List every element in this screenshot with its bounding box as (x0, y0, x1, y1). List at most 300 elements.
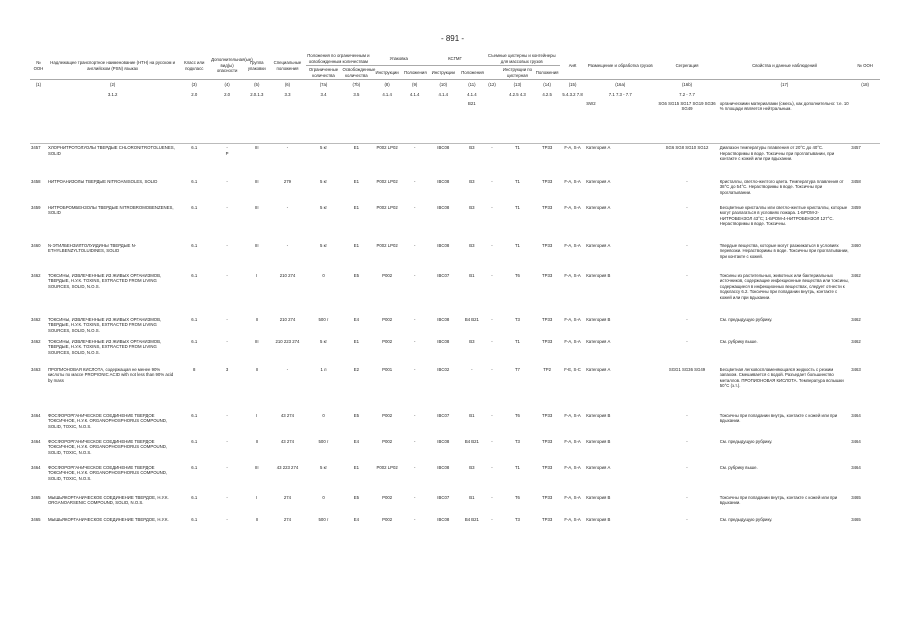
ref-cell: (12) (488, 82, 496, 88)
ref-cell: (1) (35, 82, 42, 88)
packing-instruction: P002 (382, 438, 393, 444)
packing-group: II (255, 316, 258, 322)
table-row (30, 178, 880, 204)
ref-cell: (13) (513, 82, 522, 88)
un-number: 3462 (31, 338, 41, 344)
shipping-name: ТОКСИНЫ, ИЗВЛЕЧЕННЫЕ ИЗ ЖИВЫХ ОРГАНИЗМОВ, ТВЕРДЫЕ, Н.У.К. TOXINS, EXTRACTED FROM LIVING SOURCES, SOLID, N.O.S. (47, 272, 162, 289)
tank-provision: TP33 (541, 464, 553, 470)
limited-quantity: 0 (322, 272, 325, 278)
packing-instruction: P002 (382, 516, 393, 522)
special-provisions: - (286, 242, 289, 248)
header-limited-excepted: Положения по ограниченным и освобожденным количествам (306, 52, 372, 66)
stowage: Категория B (586, 516, 611, 522)
excepted-quantity: E5 (353, 494, 359, 500)
ems-code: F-A, S-A (564, 338, 581, 344)
ibc-provision: B4 B21 (464, 316, 479, 322)
ref-cell: (6) (284, 82, 291, 88)
un-number: 3459 (31, 204, 41, 210)
header-tank-instructions: Инструкции по цистерная (501, 66, 535, 80)
stowage: Категория B (586, 412, 611, 418)
un-number: 3465 (31, 494, 41, 500)
ref-cell: (3) (191, 82, 197, 88)
ems-code: F-A, S-A (564, 242, 581, 248)
header-proper-shipping-name: Надлежащее транспортное наименование (НТН) на русском и английском (PSN) языках (47, 52, 178, 80)
tank-instruction: T3 (514, 516, 520, 522)
packing-group: II (255, 366, 258, 372)
un-number: 3462 (31, 272, 41, 278)
tank-provision: TP33 (541, 338, 553, 344)
table-row (30, 464, 880, 494)
limited-quantity: 5 кг (306, 144, 342, 178)
packing-group: II (255, 516, 258, 522)
limited-quantity: 500 г (318, 438, 329, 444)
tank-provision: TP33 (541, 204, 553, 210)
segregation: - (686, 464, 688, 470)
tank-instruction: T6 (514, 412, 520, 418)
ibc-provision: B1 (469, 494, 475, 500)
shipping-name: ФОСФОРОРГАНИЧЕСКОЕ СОЕДИНЕНИЕ ТВЕРДОЕ ТОКСИЧНОЕ, Н.У.К. ORGANOPHOSPHORUS COMPOUND, SOLID, TOXIC, N.O.S. (47, 464, 168, 481)
ibc-provision: B3 (469, 178, 475, 184)
packing-provision: - (413, 338, 416, 344)
packing-provision: - (413, 438, 416, 444)
packing-provision: - (413, 366, 416, 372)
packing-instruction: P002 LP02 (376, 178, 398, 184)
packing-provision: - (413, 178, 416, 184)
tank-provision: TP33 (541, 242, 553, 248)
tank-instruction: T1 (514, 464, 520, 470)
tank-col12: - (491, 438, 493, 444)
header-blank (484, 66, 501, 80)
tank-col12: - (491, 516, 493, 522)
class: 6.1 (191, 204, 198, 210)
limited-quantity: 5 кг (320, 338, 328, 344)
table-row (30, 242, 880, 272)
ems-code: F-A, S-A (564, 438, 581, 444)
ems-code: F-A, S-A (564, 494, 581, 500)
packing-provision: - (413, 412, 416, 418)
stowage: Категория B (586, 272, 611, 278)
ems-code: F-A, S-A (564, 464, 581, 470)
header-packing: Упаковка (371, 52, 426, 66)
tank-provision: TP33 (541, 316, 553, 322)
packing-group: II (255, 438, 258, 444)
subsidiary-risk: - P (210, 144, 244, 178)
un-number-right: 3463 (851, 366, 861, 372)
dangerous-goods-table (30, 52, 880, 538)
stowage: Категория A (586, 464, 611, 470)
header-class: Класс или подкласс (178, 52, 210, 80)
class: 6.1 (191, 516, 198, 522)
segregation: - (686, 516, 688, 522)
special-provisions: 43 274 (280, 438, 295, 444)
un-number-right: 3462 (851, 338, 861, 344)
limited-quantity: 5 кг (320, 242, 328, 248)
ref-cell: (16a) (615, 82, 626, 88)
class: 6.1 (191, 242, 198, 248)
header-stowage: Размещение и обработка грузов (585, 52, 655, 80)
packing-provision: - (413, 464, 416, 470)
ref-cell: (2) (110, 82, 116, 88)
section-cell (484, 90, 501, 100)
properties: См. рубрику выше. (719, 338, 758, 344)
section-cell: 3.3 (284, 91, 291, 97)
subsidiary-risk: - (226, 438, 228, 444)
shipping-name: ФОСФОРОРГАНИЧЕСКОЕ СОЕДИНЕНИЕ ТВЕРДОЕ ТОКСИЧНОЕ, Н.У.К. ORGANOPHOSPHORUS COMPOUND, SOLID, TOXIC, N.O.S. (47, 412, 168, 429)
tank-col12 (484, 100, 501, 144)
limited-quantity: 0 (322, 412, 325, 418)
excepted-quantity: E1 (353, 338, 359, 344)
ref-cell: (18) (861, 82, 869, 88)
ibc-provision: B1 (469, 272, 475, 278)
un-number-right: 3458 (851, 178, 861, 184)
un-number-right: 3460 (851, 242, 861, 248)
properties: Токсины из растительных, животных или бактериальных источников, содержащие инфекционные вещества или токсины, содержащиеся в инфекционных веществах, следует отнести к подклассу 6.2. Токсичны при попадании внутрь, контакте с кожей или при вдыхании. (719, 272, 849, 300)
shipping-name: НИТРОАНИЗОЛЫ ТВЕРДЫЕ NITROANISOLES, SOLID (47, 178, 158, 184)
ibc-provision: B3 (469, 204, 475, 210)
ref-cell: (7b) (352, 82, 361, 88)
packing-group: III (254, 178, 259, 184)
segregation: - (686, 272, 688, 278)
stowage: Категория A (585, 144, 655, 178)
subsidiary-risk: - (226, 272, 228, 278)
packing-group: I (256, 412, 258, 418)
section-cell: 4.2.5 4.3 (509, 91, 526, 97)
excepted-quantity: E1 (353, 178, 359, 184)
table-row (30, 494, 880, 516)
section-cell: 2.0 (191, 91, 198, 97)
segregation: SGG1 SG36 SG49 (668, 366, 706, 372)
special-provisions: - (286, 204, 289, 210)
limited-quantity: 500 г (318, 516, 329, 522)
un-number: 3464 (31, 438, 41, 444)
header-ibc-provisions: Положения (460, 66, 483, 80)
ibc-provision: B3 (469, 242, 475, 248)
ref-cell: (17) (780, 82, 789, 88)
tank-provision: TP33 (541, 438, 553, 444)
class: 8 (193, 366, 196, 372)
excepted-quantity: E5 (353, 412, 359, 418)
header-packing-group: Группа упаковки (244, 52, 269, 80)
table-row (30, 516, 880, 538)
ibc-provision: B3 (469, 464, 475, 470)
shipping-name: ФОСФОРОРГАНИЧЕСКОЕ СОЕДИНЕНИЕ ТВЕРДОЕ ТОКСИЧНОЕ, Н.У.К. ORGANOPHOSPHORUS COMPOUND, SOLID, TOXIC, N.O.S. (47, 438, 168, 455)
un-number: 3458 (31, 178, 41, 184)
stowage: Категория B (586, 438, 611, 444)
stowage: SW2 (586, 100, 596, 106)
stowage: Категория A (586, 338, 611, 344)
section-cell: 7.2 - 7.7 (679, 91, 695, 97)
ibc-instruction: IBC08 (437, 178, 450, 184)
un-number: 3460 (31, 242, 41, 248)
properties: См. рубрику выше. (719, 464, 758, 470)
packing-instruction: P002 LP02 (371, 144, 403, 178)
properties: Твердые вещества, которые могут разжижаться в условиях перевозки. Нерастворимы в воде. Токсичны при проглатывании, при контакте с кожей. (719, 242, 849, 259)
un-number: 3464 (31, 464, 41, 470)
excepted-quantity: E1 (342, 144, 372, 178)
tank-instruction: T1 (514, 178, 520, 184)
tank-col12: - (491, 272, 493, 278)
ref-cell: (11) (468, 82, 476, 88)
tank-col12: - (491, 464, 493, 470)
properties: Токсичны при попадании внутрь, контакте с кожей или при вдыхании. (719, 494, 838, 506)
section-cell (30, 90, 47, 100)
tank-provision (534, 100, 559, 144)
tank-instruction: T6 (514, 272, 520, 278)
excepted-quantity: E2 (353, 366, 359, 372)
ref-cell: (14) (543, 82, 551, 88)
un-number-right (850, 100, 880, 144)
tank-col12: - (491, 412, 493, 418)
un-number-right: 3462 (851, 316, 861, 322)
tank-instruction: T3 (514, 316, 520, 322)
special-provisions: 210 223 274 (275, 338, 300, 344)
packing-provision: - (413, 242, 416, 248)
packing-group: III (254, 338, 259, 344)
special-provisions: - (286, 366, 289, 372)
ems-code: F-A, S-A (564, 316, 581, 322)
ibc-provision: B4 B21 (464, 516, 479, 522)
header-properties: Свойства и данные наблюдений (719, 52, 850, 80)
un-number-right: 3464 (851, 464, 861, 470)
ibc-instruction: IBC08 (437, 438, 450, 444)
ems-code: F-A, S-A (564, 178, 581, 184)
segregation: - (686, 178, 688, 184)
page-number: - 891 - (440, 34, 465, 43)
tank-instruction: T3 (514, 438, 520, 444)
tank-col12: - (491, 494, 493, 500)
column-ref-row (30, 80, 880, 90)
ibc-provision: B4 B21 (464, 438, 479, 444)
ibc-instruction: IBC07 (437, 272, 450, 278)
table-row (30, 100, 880, 144)
stowage: Категория A (586, 366, 611, 372)
special-provisions: 43 223 274 (276, 464, 299, 470)
stowage: Категория A (586, 178, 611, 184)
tank-provision: TP2 (543, 366, 552, 372)
un-number-right: 3465 (851, 516, 861, 522)
tank-instruction: T6 (514, 494, 520, 500)
segregation: - (686, 242, 688, 248)
header-subsidiary-risk: Дополнительная(ые) вид(ы) опасности (210, 52, 244, 80)
header-ibc-instructions: Инструкции (426, 66, 460, 80)
section-cell: 3.1.2 (107, 91, 118, 97)
subsidiary-risk: - (226, 338, 228, 344)
packing-group: III (254, 464, 259, 470)
un-number-right: 3465 (851, 494, 861, 500)
tank-instruction: T1 (514, 338, 520, 344)
class: 6.1 (191, 494, 198, 500)
packing-provision: - (413, 516, 416, 522)
ref-cell: (7a) (319, 82, 328, 88)
ibc-instruction: IBC08 (437, 242, 450, 248)
class: 6.1 (191, 338, 198, 344)
section-cell: 2.0.1.3 (250, 91, 264, 97)
ems-code: F-A, S-A (560, 144, 585, 178)
ibc-instruction: IBC07 (437, 412, 450, 418)
header-packing-provisions: Положения (403, 66, 426, 80)
section-cell: 4.1.4 (438, 91, 449, 97)
properties: См. предыдущую рубрику. (719, 316, 773, 322)
table-row (30, 316, 880, 338)
class: 6.1 (178, 144, 210, 178)
ibc-instruction: IBC08 (426, 144, 460, 178)
packing-instruction (371, 100, 403, 144)
section-cell: 3.5 (353, 91, 360, 97)
subsidiary-risk: - (226, 516, 228, 522)
ems-code: F-A, S-A (564, 272, 581, 278)
packing-group: III (244, 144, 269, 178)
subsidiary-risk: - (226, 178, 228, 184)
ibc-instruction: IBC08 (437, 516, 450, 522)
ems-code: F-A, S-A (564, 516, 581, 522)
ibc-instruction: IBC08 (437, 204, 450, 210)
ibc-instruction: IBC02 (437, 366, 450, 372)
tank-col12: - (491, 204, 493, 210)
tank-instruction (501, 100, 535, 144)
table-row (30, 338, 880, 366)
limited-quantity: 0 (322, 494, 325, 500)
packing-instruction: P001 (382, 366, 393, 372)
special-provisions: 279 (283, 178, 292, 184)
special-provisions (269, 100, 305, 144)
subsidiary-risk: - (226, 464, 228, 470)
section-cell: 5.4.3.2 7.8 (562, 91, 583, 97)
subsidiary-risk: - (226, 412, 228, 418)
packing-provision: - (413, 316, 416, 322)
un-number-right: 3462 (851, 272, 861, 278)
tank-instruction: T7 (514, 366, 520, 372)
special-provisions: 43 274 (280, 412, 295, 418)
packing-provision: - (413, 204, 416, 210)
properties: Бесцветные кристаллы или светло-желтые кристаллы, которые могут разлагаться в условиях пожара. 1-БРОМ-2-НИТРОБЕНЗОЛ 43°С; 1-БРОМ-4-НИТРОБЕНЗОЛ 127°С. Нерастворимы в воде. Токсичны. (719, 204, 848, 227)
packing-instruction: P002 LP02 (376, 464, 398, 470)
tank-instruction: T1 (501, 144, 535, 178)
section-cell: 4.1.4 (382, 91, 392, 97)
excepted-quantity: E1 (353, 464, 359, 470)
header-ems: АнК (560, 52, 585, 80)
segregation: SG6 SG15 SG17 SG19 SG36 SG49 (658, 100, 716, 112)
special-provisions: - (269, 144, 305, 178)
packing-group: III (254, 242, 259, 248)
un-number-right: 3459 (851, 204, 861, 210)
tank-col12: - (491, 366, 493, 372)
packing-instruction: P002 (382, 412, 393, 418)
ibc-instruction: IBC08 (437, 338, 450, 344)
segregation: - (686, 316, 688, 322)
excepted-quantity: E4 (353, 438, 359, 444)
packing-group (244, 100, 269, 144)
section-cell (719, 90, 850, 100)
ref-cell: (15) (568, 82, 577, 88)
stowage: Категория A (586, 204, 611, 210)
ref-cell: (10) (439, 82, 448, 88)
class: 6.1 (191, 464, 198, 470)
ibc-instruction (426, 100, 460, 144)
excepted-quantity: E4 (353, 516, 359, 522)
limited-quantity: 5 кг (320, 464, 328, 470)
subsidiary-risk: - (226, 494, 228, 500)
properties: Бесцветная легковоспламеняющаяся жидкость с резким запахом. Смешивается с водой. Разъедает большинство металлов. ПРОПИОНОВАЯ КИСЛОТА. Температура вспышки 50°С (з.т.). (719, 366, 844, 389)
header-row (30, 52, 880, 66)
tank-col12: - (491, 338, 493, 344)
packing-instruction: P002 LP02 (376, 242, 398, 248)
segregation: SG6 SG8 SG10 SG12 (655, 144, 719, 178)
stowage: Категория B (586, 494, 611, 500)
properties: Токсичны при попадании внутрь, контакте с кожей или при вдыхании. (719, 412, 838, 424)
stowage: Категория B (586, 316, 611, 322)
subsidiary-risk: 3 (225, 366, 229, 372)
excepted-quantity: E1 (353, 242, 359, 248)
special-provisions: 210 274 (279, 272, 296, 278)
header-excepted-quantities: Освобожденные количества (342, 66, 372, 80)
packing-group: I (256, 494, 258, 500)
table-row (30, 272, 880, 316)
header-segregation: Сегрегация (655, 52, 719, 80)
limited-quantity (306, 100, 342, 144)
properties: См. предыдущую рубрику. (719, 516, 773, 522)
un-number-right: 3464 (851, 412, 861, 418)
excepted-quantity: E1 (353, 204, 359, 210)
class: 6.1 (191, 178, 198, 184)
table-row (30, 412, 880, 438)
limited-quantity: 5 кг (320, 204, 328, 210)
shipping-name: ТОКСИНЫ, ИЗВЛЕЧЕННЫЕ ИЗ ЖИВЫХ ОРГАНИЗМОВ, ТВЕРДЫЕ, Н.У.К. TOXINS, EXTRACTED FROM LIVING SOURCES, SOLID, N.O.S. (47, 338, 162, 355)
ems-code: F-E, S-C (564, 366, 581, 372)
section-cell (850, 90, 880, 100)
packing-instruction: P002 (382, 494, 393, 500)
packing-provision: - (403, 144, 426, 178)
subsidiary-risk: - (226, 316, 228, 322)
packing-provision: - (413, 494, 416, 500)
class (178, 100, 210, 144)
properties: Кристаллы, светло-желтого цвета. Температура плавления от 38°С до 54°С. Нерастворимы в воде. Токсичны при проглатывании. (719, 178, 844, 195)
shipping-name (47, 100, 178, 144)
subsidiary-risk (210, 100, 244, 144)
segregation: - (686, 494, 688, 500)
ibc-instruction: IBC08 (437, 464, 450, 470)
shipping-name: МЫШЬЯКОРГАНИЧЕСКОЕ СОЕДИНЕНИЕ ТВЕРДОЕ, Н.У.К. (47, 516, 169, 522)
packing-provision: - (413, 272, 416, 278)
tank-provision: TP33 (541, 412, 553, 418)
ibc-provision: B1 (469, 412, 475, 418)
section-cell: 4.1.4 (409, 91, 420, 97)
table-row (30, 366, 880, 412)
un-number: 3464 (31, 412, 41, 418)
header-tanks: Съемные цистерны и контейнеры для массовых грузов (484, 52, 560, 66)
packing-instruction: P002 LP02 (376, 204, 398, 210)
tank-instruction: T1 (514, 242, 520, 248)
shipping-name: МЫШЬЯКОРГАНИЧЕСКОЕ СОЕДИНЕНИЕ ТВЕРДОЕ, Н.У.К. ORGANOARSENIC COMPOUND, SOLID, N.O.S. (47, 494, 169, 506)
properties: органическими материалами (смесь), как дополнительно: т.е. 10 % площади является нейтральным. (719, 100, 849, 112)
class: 6.1 (191, 412, 198, 418)
ibc-instruction: IBC07 (437, 494, 450, 500)
section-ref-row (30, 90, 880, 100)
ibc-provision: B3 (469, 338, 475, 344)
packing-group: III (254, 204, 259, 210)
header-limited-quantities: Ограниченные количества (306, 66, 342, 80)
table-row (30, 438, 880, 464)
table-row (30, 144, 880, 178)
header-tank-provisions: Положения (534, 66, 559, 80)
section-cell: 7.1 7.3 - 7.7 (608, 91, 632, 97)
ibc-provision: B21 (468, 100, 476, 106)
ibc-instruction: IBC08 (437, 316, 450, 322)
properties: См. предыдущую рубрику. (719, 438, 773, 444)
ems-code (560, 100, 585, 144)
section-cell: 2.0 (224, 91, 231, 97)
segregation: - (686, 204, 688, 210)
section-cell: 3.4 (320, 91, 327, 97)
